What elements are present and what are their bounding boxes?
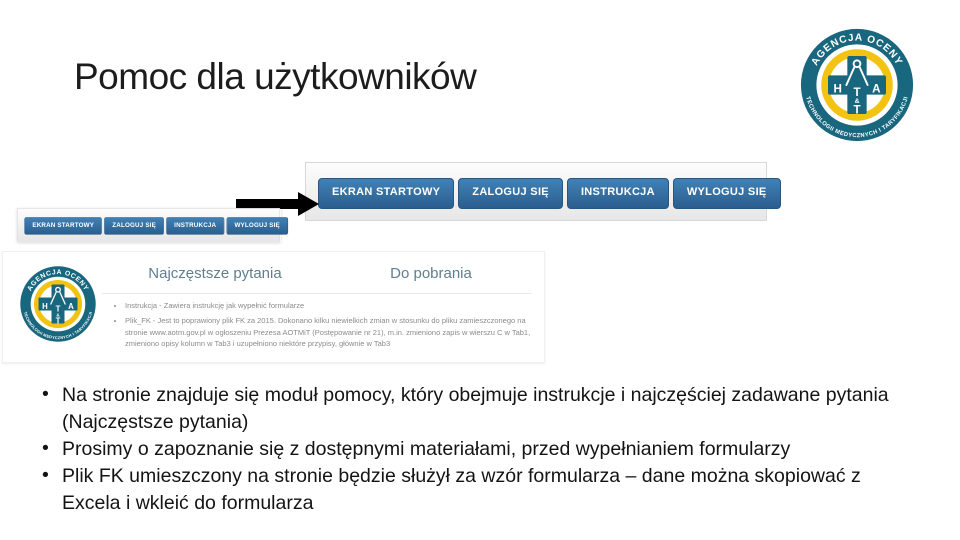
bullet-item-3: • Plik FK umieszczony na stronie będzie służył za wzór formularza – dane można skopiować z Excela i wkleić do formularza xyxy=(38,463,906,517)
help-module-screenshot xyxy=(2,251,545,363)
download-item-plik-fk: • Plik_FK - Jest to poprawiony plik FK za 2015. Dokonano kilku niewielkich zmian w stosunku do pliku zamieszczonego na stronie www.aotm.gov.pl w ogłoszeniu Prezesa AOTMiT (Postępowanie nr 21), m.in. zmieniono zapis w wierszu C w Tab1, zmieniono opisy kolumn w Tab3 i uzupełniono niektóre przypisy, głównie w Tab3 xyxy=(125,315,549,349)
page-title: Pomoc dla użytkowników xyxy=(74,56,477,97)
nav-button-wyloguj-sie-mini[interactable]: WYLOGUJ SIĘ xyxy=(226,217,287,235)
nav-button-instrukcja[interactable]: INSTRUKCJA xyxy=(567,178,669,209)
bullet-list xyxy=(38,382,906,517)
tab-do-pobrania[interactable]: Do pobrania xyxy=(390,265,472,282)
download-list xyxy=(115,300,549,353)
arrow-head xyxy=(298,192,319,216)
download-item-instrukcja: • Instrukcja - Zawiera instrukcję jak wypełnić formularze xyxy=(125,300,549,311)
nav-button-zaloguj-sie[interactable]: ZALOGUJ SIĘ xyxy=(458,178,563,209)
nav-screenshot-small xyxy=(17,208,281,242)
nav-button-wyloguj-sie[interactable]: WYLOGUJ SIĘ xyxy=(673,178,781,209)
nav-screenshot-small-bar xyxy=(17,208,280,242)
bullet-item-2: • Prosimy o zapoznanie się z dostępnymi materiałami, przed wypełnianiem formularzy xyxy=(38,436,906,463)
nav-button-ekran-startowy[interactable]: EKRAN STARTOWY xyxy=(318,178,454,209)
aotmit-logo xyxy=(799,27,915,143)
tab-najczestsze-pytania[interactable]: Najczęstsze pytania xyxy=(148,265,282,282)
bullet-item-1: • Na stronie znajduje się moduł pomocy, który obejmuje instrukcje i najczęściej zadawane pytania (Najczęstsze pytania) xyxy=(38,382,906,436)
nav-screenshot-large xyxy=(305,162,767,221)
aotmit-logo-small xyxy=(19,265,97,343)
nav-button-zaloguj-sie-mini[interactable]: ZALOGUJ SIĘ xyxy=(104,217,164,235)
nav-button-ekran-startowy-mini[interactable]: EKRAN STARTOWY xyxy=(24,217,102,235)
nav-button-instrukcja-mini[interactable]: INSTRUKCJA xyxy=(166,217,224,235)
divider xyxy=(102,293,532,294)
